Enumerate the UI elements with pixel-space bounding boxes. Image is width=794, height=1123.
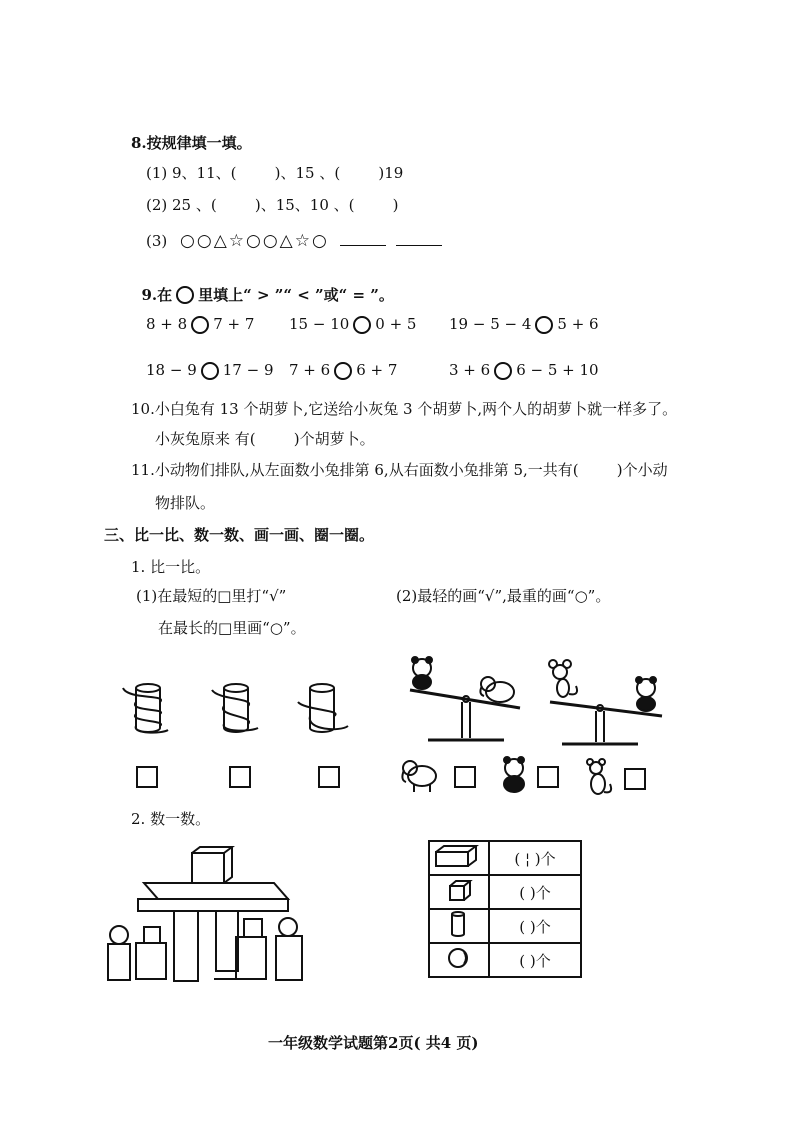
q9-title-end: 里填上“ > ”“ < ”或“ = ”。 [198,286,394,304]
q9-item [449,362,599,380]
section3-title: 三、比一比、数一数、画一画、圈一圈。 [104,526,375,544]
table-row [429,875,581,909]
q9-item [289,362,397,380]
expr-right: 6 − 5 + 10 [516,361,599,379]
q11-line2: 物排队。 [155,494,216,512]
answer-box[interactable] [136,766,158,788]
table-row [429,943,581,977]
section3-p1a: (1)在最短的□里打“√” [136,587,287,605]
answer-box[interactable] [454,766,476,788]
panda-icon [498,756,532,796]
expr-right: 17 − 9 [222,361,274,379]
section3-p2: (2)最轻的画“√”,最重的画“○”。 [396,587,611,605]
mouse-icon [582,758,616,798]
q8-line1: (1) 9、11、( )、15 、( )19 [146,164,404,182]
q9-item [146,362,274,380]
block-structure-figure [104,845,316,983]
section3-sub1: 1. 比一比。 [131,558,211,576]
answer-box[interactable] [318,766,340,788]
q10-line1: 10.小白兔有 13 个胡萝卜,它送给小灰兔 3 个胡萝卜,两个人的胡萝卜就一样多了。 [131,400,678,418]
compare-circle[interactable] [201,362,219,380]
section3-p1b: 在最长的□里画“○”。 [158,619,306,637]
answer-cell[interactable]: ( ¦ )个 [489,841,581,875]
expr-left: 19 − 5 − 4 [449,315,532,333]
expr-left: 18 − 9 [146,361,197,379]
expr-left: 8 + 8 [146,315,188,333]
answer-box[interactable] [537,766,559,788]
table-cell [429,875,489,909]
answer-blank[interactable] [340,233,386,246]
q8-line3 [146,231,442,251]
q11-line1: 11.小动物们排队,从左面数小兔排第 6,从右面数小兔排第 5,一共有( )个小动 [131,461,668,479]
section3-sub2: 2. 数一数。 [131,810,211,828]
q9-item [449,316,599,334]
expr-left: 3 + 6 [449,361,491,379]
expr-left: 7 + 6 [289,361,331,379]
expr-right: 5 + 6 [557,315,599,333]
expr-right: 7 + 7 [213,315,255,333]
table-row [429,841,581,875]
q8-title: 8.按规律填一填。 [131,134,252,152]
circle-icon [176,286,194,304]
compare-circle[interactable] [535,316,553,334]
answer-blank[interactable] [396,233,442,246]
cuboid-icon [430,842,486,870]
q8-line2: (2) 25 、( )、15、10 、( ) [146,196,399,214]
q9-title-start: 9.在 [141,286,173,304]
cylinder-icon [430,910,486,938]
seesaw-figure [400,650,670,750]
expr-right: 6 + 7 [356,361,398,379]
q10-line2: 小灰兔原来 有( )个胡萝卜。 [155,430,375,448]
q8-line3-label: (3) [146,232,168,250]
cube-icon [430,876,486,904]
coiled-cylinders-figure [118,680,358,740]
elephant-icon [400,752,440,796]
answer-cell[interactable]: ( )个 [489,943,581,977]
compare-circle[interactable] [353,316,371,334]
expr-right: 0 + 5 [375,315,417,333]
q9-item [146,316,254,334]
answer-box[interactable] [624,768,646,790]
expr-left: 15 − 10 [289,315,350,333]
table-cell [429,943,489,977]
q8-shape-sequence: ○○△☆○○△☆○ [180,231,329,251]
answer-cell[interactable]: ( )个 [489,909,581,943]
answer-box[interactable] [229,766,251,788]
sphere-icon [430,944,486,972]
table-row [429,909,581,943]
compare-circle[interactable] [191,316,209,334]
compare-circle[interactable] [494,362,512,380]
q9-title [131,271,394,304]
table-cell [429,909,489,943]
q9-item [289,316,416,334]
answer-cell[interactable]: ( )个 [489,875,581,909]
table-cell [429,841,489,875]
compare-circle[interactable] [334,362,352,380]
page-footer: 一年级数学试题第2页( 共4 页) [268,1034,479,1052]
count-table [428,840,582,978]
